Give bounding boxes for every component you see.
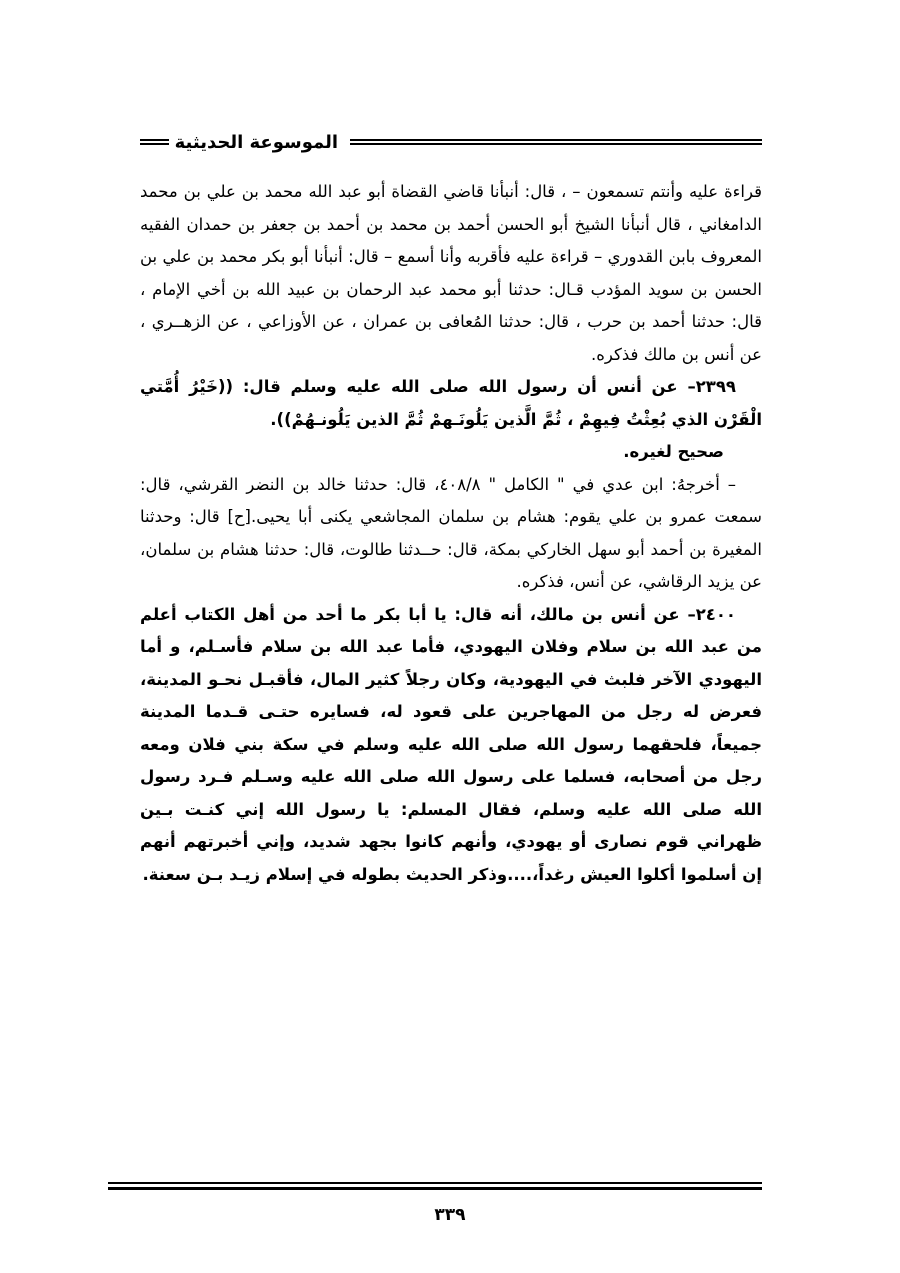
hadith-grading: صحيح لغيره. [623,442,724,461]
header-title: الموسوعة الحديثية [169,128,344,158]
header-rule-long [350,139,762,145]
page-body [140,176,762,891]
takhrij-paragraph: – أخرجهُ: ابن عدي في " الكامل " ٤٠٨/٨، قال: حدثنا خالد بن النضر القرشي، قال: سمعت عمرو بن علي يقوم: هشام بن سلمان المجاشعي يكنى أبا يحيى.[ح] قال: وحدثنا المغيرة بن أحمد أبو سهل الخاركي بمكة، قال: حــدثنا طالوت، قال: حدثنا هشام بن سلمان، عن يزيد الرقاشي، عن أنس، فذكره. [140,474,762,591]
isnad-paragraph: قراءة عليه وأنتم تسمعون – ، قال: أنبأنا قاضي القضاة أبو عبد الله محمد بن علي بن محمد الدامغاني ، قال أنبأنا الشيخ أبو الحسن أحمد بن محمد بن أحمد بن جعفر بن حمدان الفقيه المعروف بابن القدوري – قراءة عليه فأقربه وأنا أسمع – قال: أنبأنا أبو بكر محمد بن علي بن الحسن بن سويد المؤدب قـال: حدثنا أبو محمد عبد الرحمان بن عبيد الله بن أخي الإمام ، قال: حدثنا أحمد بن حرب ، قال: حدثنا المُعافى بن عمران ، عن الأوزاعي ، عن الزهــري ، عن أنس بن مالك فذكره. [140,182,762,364]
footer-rule [108,1182,762,1190]
hadith-2399: ٢٣٩٩– عن أنس أن رسول الله صلى الله عليه وسلم قال: ((خَيْرُ أُمَّتي الْقَرْن الذي بُعِثْتُ فِيهِمْ ، ثُمَّ الَّذين يَلُونَـهمْ ثُمَّ الذين يَلُونـهُمْ)). [140,377,762,429]
page-number: ٣٣٩ [434,1205,466,1225]
hadith-2400: ٢٤٠٠– عن أنس بن مالك، أنه قال: يا أبا بكر ما أحد من أهل الكتاب أعلم من عبد الله بن سلام وفلان اليهودي، فأما عبد الله بن سلام فأسـلم، و أما اليهودي الآخر فلبث في اليهودية، وكان رجلاً كثير المال، فأقبـل نحـو المدينة، فعرض له رجل من المهاجرين على قعود له، فسايره حتـى قـدما المدينة جميعاً، فلحقهما رسول الله صلى الله عليه وسلم في سكة بني فلان ومعه رجل من أصحابه، فسلما على رسول الله صلى الله عليه وسـلم فـرد رسول الله صلى الله عليه وسلم، فقال المسلم: يا رسول الله إني كنـت بـين ظهراني قوم نصارى أو يهودي، وأنهم كانوا بجهد شديد، وإني أخبرتهم أنهم إن أسلموا أكلوا العيش رغداً،....وذكر الحديث بطوله في إسلام زيـد بـن سعنة. [140,604,762,884]
running-header [140,128,762,158]
